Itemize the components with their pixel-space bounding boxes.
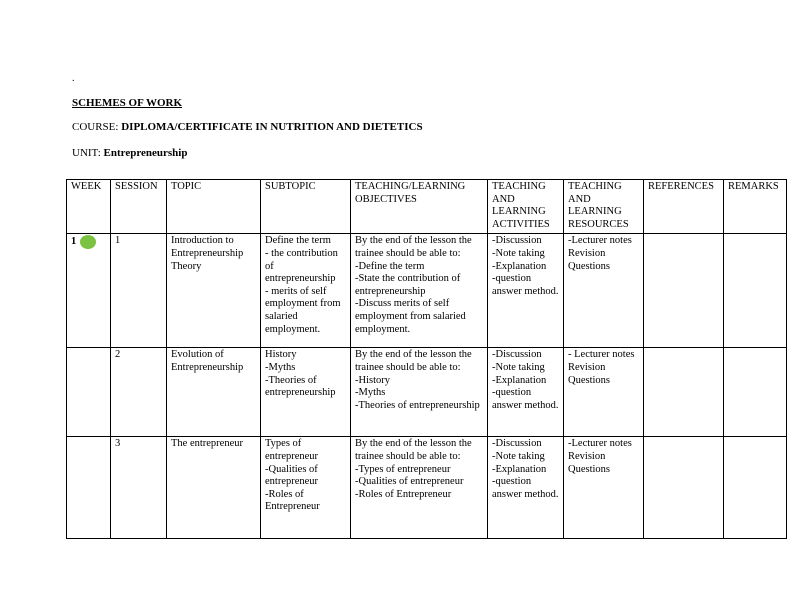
- cell-line: Revision Questions: [568, 247, 610, 272]
- cell-line: -Theories of entrepreneurship: [265, 374, 336, 399]
- cell-line: -Discussion: [492, 438, 542, 450]
- cell-objectives: [351, 348, 488, 437]
- table-row: [67, 437, 787, 539]
- unit-label: UNIT:: [72, 147, 104, 159]
- cell-week: [67, 348, 111, 437]
- cell-line: -Qualities of entrepreneur: [265, 463, 319, 488]
- schemes-table: [66, 179, 787, 539]
- cell-line: -Myths: [355, 387, 386, 399]
- header-week: WEEK: [67, 180, 111, 234]
- header-topic: TOPIC: [167, 180, 261, 234]
- cell-line: -Explanation: [492, 374, 547, 386]
- cell-line: -Myths: [265, 361, 296, 373]
- header-session: SESSION: [111, 180, 167, 234]
- cell-remarks: [724, 348, 787, 437]
- header-resources: TEACHING AND LEARNING RESOURCES: [564, 180, 644, 234]
- cell-line: - merits of self employment from salaried employment.: [265, 285, 341, 335]
- cell-session: 2: [111, 348, 167, 437]
- cell-line: - Lecturer notes: [568, 349, 635, 361]
- cell-line: -Lecturer notes: [568, 438, 632, 450]
- cell-line: Define the term: [265, 235, 331, 247]
- cell-line: -Note taking: [492, 450, 545, 462]
- cell-references: [644, 234, 724, 348]
- stray-mark: .: [72, 73, 75, 84]
- course-label: COURSE:: [72, 121, 122, 133]
- header-activities: TEACHING AND LEARNING ACTIVITIES: [488, 180, 564, 234]
- table-row: [67, 234, 787, 348]
- cell-line: -Define the term: [355, 260, 425, 272]
- cell-line: -Roles of Entrepreneur: [355, 488, 452, 500]
- cell-line: -History: [355, 374, 390, 386]
- cell-line: -question answer method.: [492, 476, 559, 500]
- header-subtopic: SUBTOPIC: [261, 180, 351, 234]
- cell-line: -Explanation: [492, 463, 547, 475]
- green-circle-marker-icon: [80, 235, 96, 249]
- cell-activities: [488, 234, 564, 348]
- cell-line: -question answer method.: [492, 273, 559, 297]
- cell-line: Types of entrepreneur: [265, 438, 319, 462]
- week-number: 1: [71, 236, 77, 248]
- cell-remarks: [724, 234, 787, 348]
- unit-value: Entrepreneurship: [103, 147, 188, 159]
- header-references: REFERENCES: [644, 180, 724, 234]
- cell-subtopic: [261, 437, 351, 539]
- cell-week: [67, 234, 111, 348]
- cell-line: -Discuss merits of self employment from salaried employment.: [355, 298, 466, 335]
- cell-objectives: [351, 234, 488, 348]
- cell-line: -Types of entrepreneur: [355, 463, 451, 475]
- page-title: SCHEMES OF WORK: [72, 97, 183, 109]
- cell-topic: The entrepreneur: [167, 437, 261, 539]
- cell-objectives: [351, 437, 488, 539]
- cell-line: -Theories of entrepreneurship: [355, 399, 480, 411]
- course-value: DIPLOMA/CERTIFICATE IN NUTRITION AND DIETETICS: [121, 121, 423, 133]
- cell-line: -Discussion: [492, 235, 542, 247]
- cell-line: By the end of the lesson the trainee should be able to:: [355, 235, 472, 259]
- cell-line: Revision Questions: [568, 450, 610, 475]
- cell-line: -Explanation: [492, 260, 547, 272]
- cell-subtopic: [261, 234, 351, 348]
- cell-line: -Note taking: [492, 247, 545, 259]
- cell-line: -Roles of Entrepreneur: [265, 488, 320, 513]
- cell-line: -Qualities of entrepreneur: [355, 476, 464, 488]
- cell-resources: [564, 234, 644, 348]
- cell-line: -Lecturer notes: [568, 235, 632, 247]
- cell-week: [67, 437, 111, 539]
- cell-references: [644, 348, 724, 437]
- cell-resources: [564, 348, 644, 437]
- cell-line: -Discussion: [492, 349, 542, 361]
- cell-line: Revision Questions: [568, 361, 610, 386]
- cell-line: By the end of the lesson the trainee should be able to:: [355, 349, 472, 373]
- cell-line: - the contribution of entrepreneurship: [265, 247, 338, 285]
- cell-line: -question answer method.: [492, 387, 559, 411]
- cell-line: -State the contribution of entrepreneurship: [355, 273, 461, 297]
- cell-topic: Evolution of Entrepreneurship: [167, 348, 261, 437]
- header-objectives: TEACHING/LEARNING OBJECTIVES: [351, 180, 488, 234]
- table-row: [67, 348, 787, 437]
- cell-topic: Introduction to Entrepreneurship Theory: [167, 234, 261, 348]
- cell-session: 1: [111, 234, 167, 348]
- cell-session: 3: [111, 437, 167, 539]
- cell-activities: [488, 348, 564, 437]
- cell-references: [644, 437, 724, 539]
- cell-line: -Note taking: [492, 361, 545, 373]
- header-remarks: REMARKS: [724, 180, 787, 234]
- unit-line: [72, 147, 187, 159]
- course-line: [72, 121, 423, 133]
- cell-resources: [564, 437, 644, 539]
- cell-subtopic: [261, 348, 351, 437]
- cell-line: By the end of the lesson the trainee should be able to:: [355, 438, 472, 462]
- cell-line: History: [265, 349, 297, 361]
- cell-activities: [488, 437, 564, 539]
- cell-remarks: [724, 437, 787, 539]
- table-header-row: [67, 180, 787, 234]
